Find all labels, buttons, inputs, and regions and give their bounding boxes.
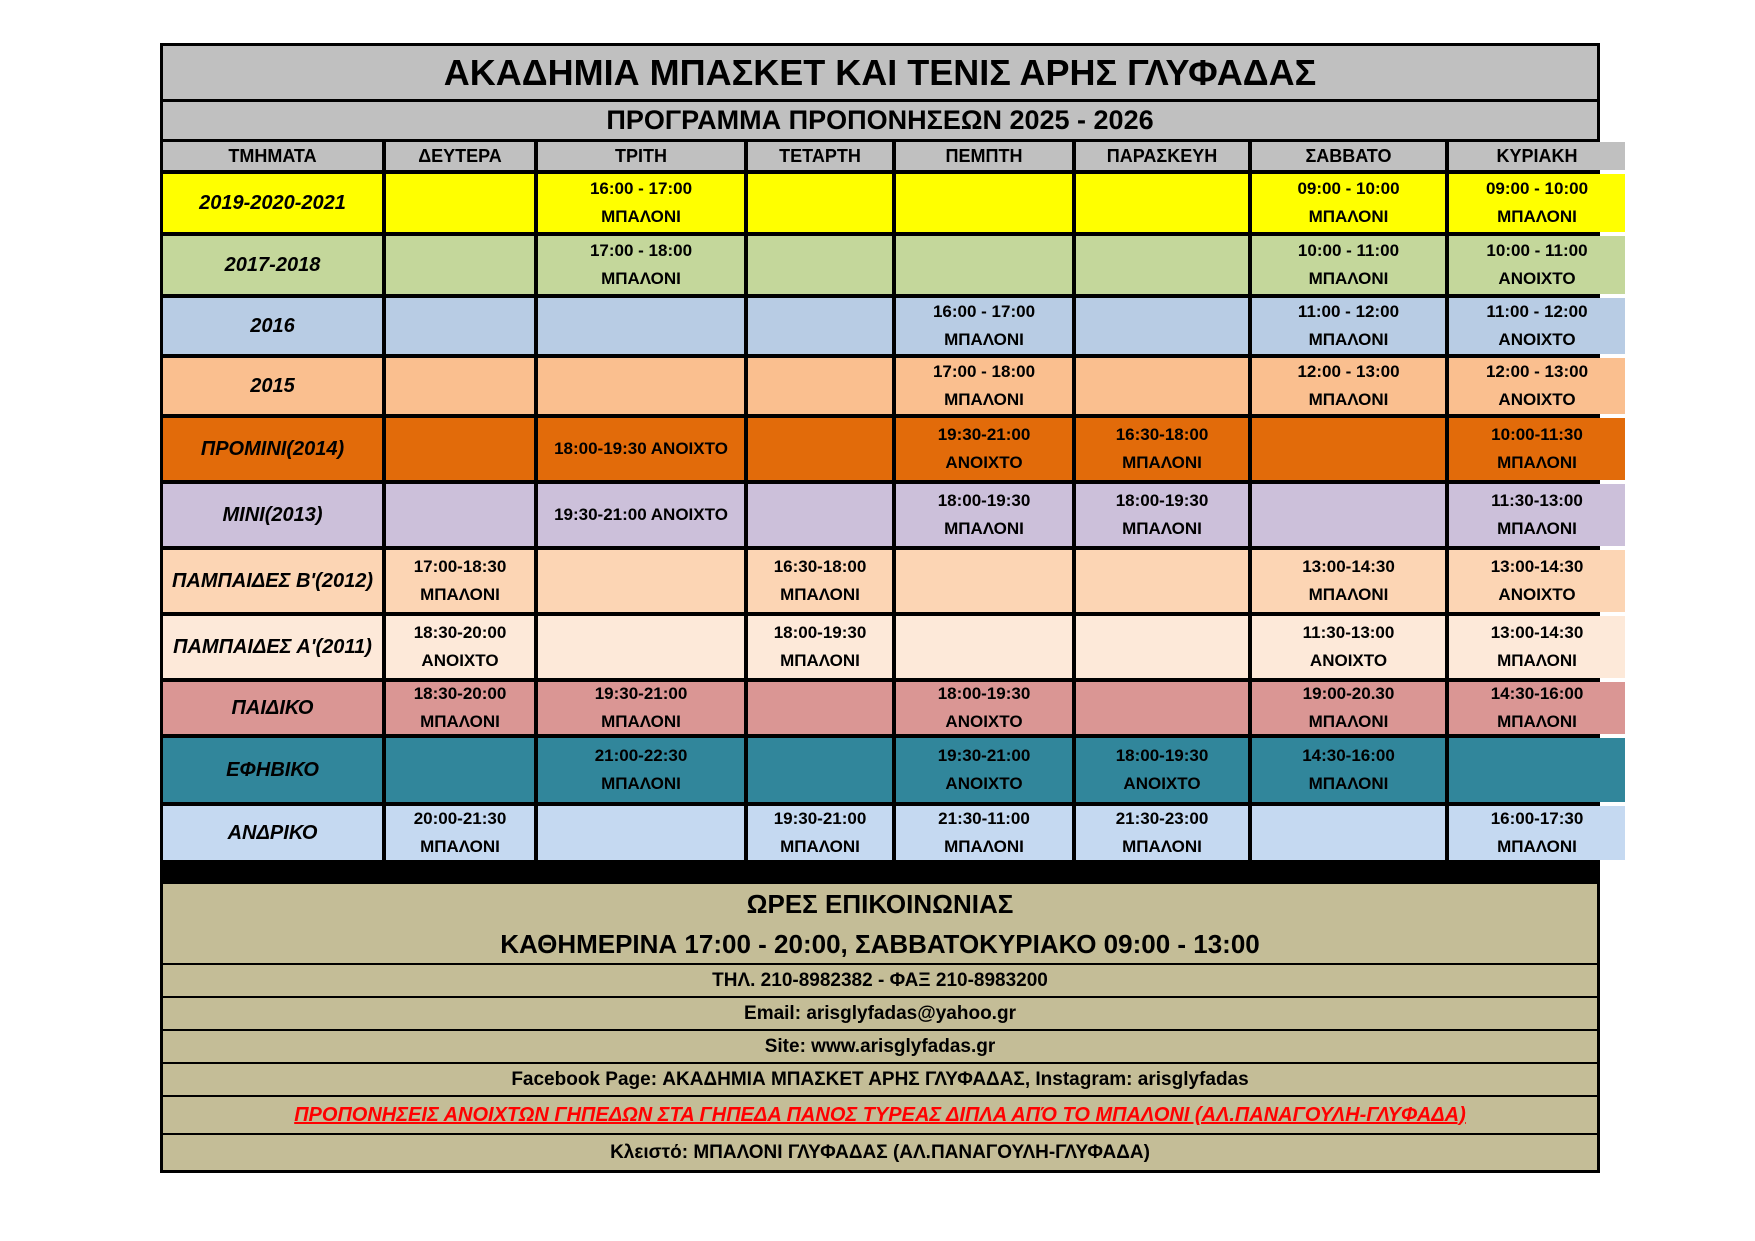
schedule-table xyxy=(163,142,1597,928)
schedule-cell-text: ΑΝΟΙΧΤΟ xyxy=(1498,585,1576,604)
schedule-cell-text: ΜΠΑΛΟΝΙ xyxy=(420,712,500,731)
schedule-cell xyxy=(748,298,892,354)
schedule-cell xyxy=(1449,616,1625,678)
schedule-cell xyxy=(538,616,744,678)
schedule-cell-text: 11:00 - 12:00 xyxy=(1486,302,1588,321)
schedule-cell-text: ΜΠΑΛΟΝΙ xyxy=(780,837,860,856)
schedule-sheet xyxy=(160,43,1600,1173)
schedule-cell-text: 18:00-19:30 xyxy=(937,684,1031,703)
schedule-cell xyxy=(896,484,1072,546)
schedule-cell xyxy=(538,550,744,612)
schedule-cell-text: 20:00-21:30 xyxy=(413,809,507,828)
team-label: ΑΝΔΡΙΚΟ xyxy=(163,806,382,860)
schedule-cell xyxy=(1449,174,1625,232)
schedule-cell-text: 17:00 - 18:00 xyxy=(932,362,1036,381)
schedule-cell-text: ΜΠΑΛΟΝΙ xyxy=(1497,712,1577,731)
schedule-cell xyxy=(1076,616,1248,678)
schedule-cell xyxy=(538,174,744,232)
schedule-cell xyxy=(538,236,744,294)
team-label: 2015 xyxy=(163,358,382,414)
schedule-cell-text: ΜΠΑΛΟΝΙ xyxy=(780,651,860,670)
schedule-cell-text: ΜΠΑΛΟΝΙ xyxy=(1497,651,1577,670)
schedule-cell-text: 13:00-14:30 xyxy=(1490,557,1584,576)
team-label: 2016 xyxy=(163,298,382,354)
schedule-cell xyxy=(1252,298,1445,354)
schedule-cell-text: ΑΝΟΙΧΤΟ xyxy=(1498,269,1576,288)
schedule-cell-text: ΑΝΟΙΧΤΟ xyxy=(1309,651,1388,670)
schedule-cell-text: ΜΠΑΛΟΝΙ xyxy=(1497,453,1577,472)
schedule-cell-text: ΜΠΑΛΟΝΙ xyxy=(944,519,1024,538)
schedule-cell xyxy=(896,616,1072,678)
schedule-cell xyxy=(1076,806,1248,860)
schedule-cell-text: 09:00 - 10:00 xyxy=(1485,179,1589,198)
schedule-cell-text: ΜΠΑΛΟΝΙ xyxy=(944,837,1024,856)
schedule-cell-text: ΜΠΑΛΟΝΙ xyxy=(420,585,500,604)
schedule-cell-text: 19:30-21:00 xyxy=(937,425,1031,444)
schedule-cell xyxy=(1076,174,1248,232)
schedule-cell-text: ΜΠΑΛΟΝΙ xyxy=(1308,269,1389,288)
schedule-cell xyxy=(1449,358,1625,414)
schedule-cell xyxy=(1449,550,1625,612)
schedule-cell-text: ΜΠΑΛΟΝΙ xyxy=(944,330,1024,349)
schedule-cell-text: ΑΝΟΙΧΤΟ xyxy=(945,774,1023,793)
schedule-cell-text: ΑΝΟΙΧΤΟ xyxy=(1498,330,1576,349)
schedule-cell xyxy=(538,806,744,860)
schedule-cell xyxy=(538,418,744,480)
social-line: Facebook Page: ΑΚΑΔΗΜΙΑ ΜΠΑΣΚΕΤ ΑΡΗΣ ΓΛΥΦΑΔΑΣ, Instagram: arisglyfadas xyxy=(163,1062,1597,1095)
schedule-cell xyxy=(538,682,744,734)
schedule-cell xyxy=(748,236,892,294)
schedule-cell xyxy=(386,682,534,734)
schedule-cell-text: ΜΠΑΛΟΝΙ xyxy=(1497,207,1577,226)
schedule-cell-text: ΑΝΟΙΧΤΟ xyxy=(945,712,1023,731)
team-label: ΠΑΜΠΑΙΔΕΣ Α'(2011) xyxy=(163,616,382,678)
schedule-cell xyxy=(1252,806,1445,860)
column-header: ΣΑΒΒΑΤΟ xyxy=(1252,142,1445,170)
schedule-cell xyxy=(1449,236,1625,294)
schedule-cell-text: 14:30-16:00 xyxy=(1302,746,1395,765)
schedule-cell xyxy=(748,738,892,802)
schedule-cell xyxy=(1252,418,1445,480)
schedule-cell-text: ΜΠΑΛΟΝΙ xyxy=(1497,519,1577,538)
schedule-cell xyxy=(1252,738,1445,802)
team-label: ΠΡΟΜΙΝΙ(2014) xyxy=(163,418,382,480)
contact-footer xyxy=(163,881,1597,1170)
schedule-cell xyxy=(386,298,534,354)
schedule-cell xyxy=(896,738,1072,802)
schedule-cell-text: 11:00 - 12:00 xyxy=(1297,302,1400,321)
schedule-cell xyxy=(896,418,1072,480)
schedule-cell-text: ΜΠΑΛΟΝΙ xyxy=(420,837,500,856)
column-header: ΚΥΡΙΑΚΗ xyxy=(1449,142,1625,170)
schedule-cell xyxy=(1252,616,1445,678)
schedule-cell xyxy=(538,358,744,414)
schedule-cell xyxy=(748,358,892,414)
schedule-cell-text: 21:30-23:00 xyxy=(1115,809,1209,828)
schedule-cell xyxy=(1076,418,1248,480)
schedule-cell xyxy=(386,484,534,546)
schedule-cell-text: ΜΠΑΛΟΝΙ xyxy=(1122,837,1202,856)
schedule-cell xyxy=(896,682,1072,734)
schedule-cell xyxy=(896,550,1072,612)
schedule-cell-text: ΜΠΑΛΟΝΙ xyxy=(601,207,681,226)
schedule-cell-text: ΜΠΑΛΟΝΙ xyxy=(1308,207,1389,226)
schedule-cell xyxy=(1449,484,1625,546)
schedule-cell-text: ΑΝΟΙΧΤΟ xyxy=(421,651,499,670)
schedule-cell-text: ΜΠΑΛΟΝΙ xyxy=(1497,837,1577,856)
column-header: ΠΑΡΑΣΚΕΥΗ xyxy=(1076,142,1248,170)
schedule-cell xyxy=(386,418,534,480)
schedule-cell xyxy=(386,174,534,232)
contact-title: ΩΡΕΣ ΕΠΙΚΟΙΝΩΝΙΑΣ xyxy=(746,888,1014,919)
column-header: ΠΕΜΠΤΗ xyxy=(896,142,1072,170)
schedule-cell-text: 14:30-16:00 xyxy=(1490,684,1584,703)
schedule-cell xyxy=(1076,550,1248,612)
schedule-cell xyxy=(748,616,892,678)
schedule-cell xyxy=(386,616,534,678)
schedule-cell xyxy=(1449,738,1625,802)
schedule-cell-text: 11:30-13:00 xyxy=(1302,623,1395,642)
schedule-cell-text: ΜΠΑΛΟΝΙ xyxy=(1308,585,1389,604)
schedule-cell-text: 19:30-21:00 xyxy=(594,684,688,703)
schedule-cell-text: 18:00-19:30 xyxy=(1115,746,1209,765)
schedule-cell-text: 16:00-17:30 xyxy=(1490,809,1584,828)
schedule-cell-text: ΜΠΑΛΟΝΙ xyxy=(601,269,681,288)
schedule-cell-text: 18:00-19:30 xyxy=(773,623,867,642)
schedule-cell-text: 13:00-14:30 xyxy=(1302,557,1395,576)
schedule-cell xyxy=(896,806,1072,860)
schedule-cell xyxy=(1252,682,1445,734)
schedule-cell-text: ΜΠΑΛΟΝΙ xyxy=(1308,712,1389,731)
schedule-cell xyxy=(896,236,1072,294)
schedule-cell-text: 17:00-18:30 xyxy=(413,557,507,576)
schedule-cell-text: 18:30-20:00 xyxy=(413,684,507,703)
column-header: ΤΜΗΜΑΤΑ xyxy=(163,142,382,170)
schedule-cell-text: ΑΝΟΙΧΤΟ xyxy=(1498,390,1576,409)
schedule-cell xyxy=(748,418,892,480)
schedule-cell-text: 12:00 - 13:00 xyxy=(1485,362,1589,381)
schedule-cell xyxy=(748,682,892,734)
schedule-cell xyxy=(1449,806,1625,860)
schedule-cell xyxy=(1076,484,1248,546)
schedule-cell xyxy=(386,358,534,414)
schedule-cell-text: ΜΠΑΛΟΝΙ xyxy=(944,390,1024,409)
schedule-cell xyxy=(386,236,534,294)
schedule-cell-text: ΑΝΟΙΧΤΟ xyxy=(1123,774,1201,793)
schedule-cell xyxy=(896,358,1072,414)
schedule-cell xyxy=(748,174,892,232)
schedule-cell-text: 18:00-19:30 ΑΝΟΙΧΤΟ xyxy=(554,439,728,458)
academy-title: ΑΚΑΔΗΜΙΑ ΜΠΑΣΚΕΤ ΚΑΙ ΤΕΝΙΣ ΑΡΗΣ ΓΛΥΦΑΔΑΣ xyxy=(163,46,1597,102)
schedule-cell xyxy=(1252,174,1445,232)
schedule-cell xyxy=(896,174,1072,232)
schedule-cell xyxy=(538,738,744,802)
schedule-cell-text: 21:30-11:00 xyxy=(938,809,1030,828)
schedule-cell-text: 11:30-13:00 xyxy=(1491,491,1583,510)
schedule-cell-text: ΜΠΑΛΟΝΙ xyxy=(601,774,681,793)
schedule-cell xyxy=(1076,298,1248,354)
schedule-cell-text: 10:00 - 11:00 xyxy=(1486,241,1588,260)
schedule-subtitle: ΠΡΟΓΡΑΜΜΑ ΠΡΟΠΟΝΗΣΕΩΝ 2025 - 2026 xyxy=(163,102,1597,142)
team-label: ΕΦΗΒΙΚΟ xyxy=(163,738,382,802)
schedule-cell-text: 16:30-18:00 xyxy=(1115,425,1209,444)
schedule-cell xyxy=(1252,358,1445,414)
phone-fax-line: ΤΗΛ. 210-8982382 - ΦΑΞ 210-8983200 xyxy=(163,963,1597,996)
schedule-cell-text: ΜΠΑΛΟΝΙ xyxy=(780,585,860,604)
open-courts-note: ΠΡΟΠΟΝΗΣΕΙΣ ΑΝΟΙΧΤΩΝ ΓΗΠΕΔΩΝ ΣΤΑ ΓΗΠΕΔΑ ΠΑΝΟΣ ΤΥΡΕΑΣ ΔΙΠΛΑ ΑΠΌ ΤΟ ΜΠΑΛΟΝΙ (ΑΛ.ΠΑΝΑΓΟΥΛΗ-ΓΛΥΦΑΔΑ) xyxy=(163,1095,1597,1133)
schedule-cell xyxy=(1252,484,1445,546)
schedule-cell-text: 10:00-11:30 xyxy=(1491,425,1583,444)
schedule-cell-text: ΜΠΑΛΟΝΙ xyxy=(601,712,681,731)
schedule-cell-text: 16:00 - 17:00 xyxy=(589,179,693,198)
schedule-cell-text: 10:00 - 11:00 xyxy=(1297,241,1400,260)
column-header: ΤΕΤΑΡΤΗ xyxy=(748,142,892,170)
schedule-cell-text: 16:00 - 17:00 xyxy=(932,302,1036,321)
schedule-cell xyxy=(386,806,534,860)
closed-court-line: Κλειστό: ΜΠΑΛΟΝΙ ΓΛΥΦΑΔΑΣ (ΑΛ.ΠΑΝΑΓΟΥΛΗ-ΓΛΥΦΑΔΑ) xyxy=(163,1133,1597,1170)
schedule-cell xyxy=(1449,682,1625,734)
schedule-cell-text: 18:30-20:00 xyxy=(413,623,507,642)
schedule-cell xyxy=(1449,418,1625,480)
schedule-cell xyxy=(1076,236,1248,294)
schedule-cell-text: 21:00-22:30 xyxy=(594,746,688,765)
schedule-cell xyxy=(1252,236,1445,294)
schedule-cell-text: ΜΠΑΛΟΝΙ xyxy=(1122,453,1202,472)
schedule-cell-text: 19:30-21:00 xyxy=(773,809,867,828)
schedule-cell xyxy=(386,738,534,802)
schedule-cell-text: 13:00-14:30 xyxy=(1490,623,1584,642)
schedule-cell xyxy=(1252,550,1445,612)
schedule-cell-text: ΜΠΑΛΟΝΙ xyxy=(1308,330,1389,349)
schedule-cell-text: ΜΠΑΛΟΝΙ xyxy=(1308,774,1389,793)
schedule-cell-text: 19:30-21:00 ΑΝΟΙΧΤΟ xyxy=(554,505,728,524)
team-label: ΠΑΜΠΑΙΔΕΣ Β'(2012) xyxy=(163,550,382,612)
team-label: ΠΑΙΔΙΚΟ xyxy=(163,682,382,734)
schedule-cell-text: 18:00-19:30 xyxy=(937,491,1031,510)
schedule-cell xyxy=(748,484,892,546)
schedule-cell xyxy=(748,550,892,612)
schedule-cell xyxy=(1449,298,1625,354)
schedule-cell-text: ΜΠΑΛΟΝΙ xyxy=(1308,390,1389,409)
schedule-cell xyxy=(1076,358,1248,414)
email-line: Email: arisglyfadas@yahoo.gr xyxy=(163,996,1597,1029)
contact-hours-block xyxy=(163,881,1597,963)
schedule-cell-text: 09:00 - 10:00 xyxy=(1297,179,1400,198)
schedule-cell-text: 17:00 - 18:00 xyxy=(589,241,693,260)
schedule-cell xyxy=(386,550,534,612)
schedule-cell xyxy=(748,806,892,860)
schedule-cell-text: ΜΠΑΛΟΝΙ xyxy=(1122,519,1202,538)
schedule-cell xyxy=(538,298,744,354)
schedule-cell-text: 12:00 - 13:00 xyxy=(1297,362,1400,381)
column-header: ΔΕΥΤΕΡΑ xyxy=(386,142,534,170)
column-header: ΤΡΙΤΗ xyxy=(538,142,744,170)
schedule-cell xyxy=(538,484,744,546)
schedule-cell-text: 19:30-21:00 xyxy=(937,746,1031,765)
schedule-cell-text: 16:30-18:00 xyxy=(773,557,867,576)
schedule-cell-text: ΑΝΟΙΧΤΟ xyxy=(945,453,1023,472)
team-label: ΜΙΝΙ(2013) xyxy=(163,484,382,546)
contact-hours: ΚΑΘΗΜΕΡΙΝΑ 17:00 - 20:00, ΣΑΒΒΑΤΟΚΥΡΙΑΚΟ 09:00 - 13:00 xyxy=(500,928,1260,959)
site-line: Site: www.arisglyfadas.gr xyxy=(163,1029,1597,1062)
team-label: 2017-2018 xyxy=(163,236,382,294)
schedule-cell xyxy=(1076,682,1248,734)
team-label: 2019-2020-2021 xyxy=(163,174,382,232)
schedule-cell-text: 19:00-20.30 xyxy=(1302,684,1395,703)
schedule-cell-text: 18:00-19:30 xyxy=(1115,491,1209,510)
schedule-cell xyxy=(896,298,1072,354)
schedule-cell xyxy=(1076,738,1248,802)
